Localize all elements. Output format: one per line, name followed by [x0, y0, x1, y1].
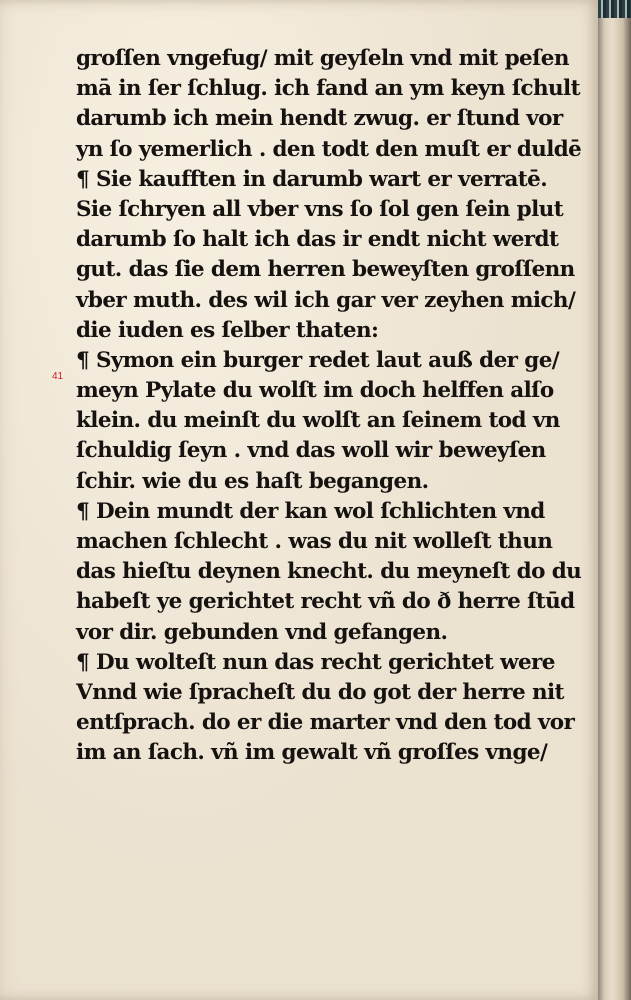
text-line: entſprach. do er die marter vnd den tod vor: [76, 710, 575, 736]
text-line: groſſen vngefug/ mit geyſeln vnd mit peſen: [76, 46, 569, 71]
text-line: darumb ich mein hendt zwug. er ſtund vor: [76, 106, 563, 132]
binding-edge: [598, 0, 631, 18]
text-line: vor dir. gebunden vnd gefangen.: [76, 619, 448, 645]
margin-note: 41: [52, 371, 64, 382]
text-line: Vnnd wie ſpracheſt du do got der herre nit: [76, 679, 564, 705]
text-line: ¶ Symon ein burger redet laut auß der ge/: [76, 347, 560, 373]
text-line: meyn Pylate du wolſt im doch helffen alſo: [76, 378, 554, 404]
text-line: yn ſo yemerlich . den todt den muſt er duldē: [76, 136, 582, 162]
text-line: Sie ſchryen all vber vns ſo ſol gen ſein plut: [76, 196, 564, 222]
text-line: machen ſchlecht . was du nit wolleſt thun: [76, 529, 553, 554]
text-line: ſchir. wie du es haſt begangen.: [76, 468, 429, 494]
text-line: ¶ Dein mundt der kan wol ſchlichten vnd: [76, 498, 545, 524]
text-line: vber muth. des wil ich gar ver zeyhen mich/: [76, 287, 576, 313]
text-line: ſchuldig ſeyn . vnd das woll wir beweyſen: [76, 438, 546, 464]
text-line: klein. du meinſt du wolſt an ſeinem tod vn: [76, 408, 560, 434]
text-line: ¶ Sie kaufften in darumb wart er verratē.: [76, 166, 548, 192]
text-line: mā in ſer ſchlug. ich fand an ym keyn ſchult: [76, 76, 580, 102]
text-line: darumb ſo halt ich das ir endt nicht werdt: [76, 227, 559, 253]
text-block: [76, 44, 582, 769]
text-line: ¶ Du wolteſt nun das recht gerichtet were: [76, 649, 555, 675]
text-line: im an ſach. vñ im gewalt vñ groſſes vnge/: [76, 740, 548, 766]
text-line: das hieſtu deynen knecht. du meyneſt do du: [76, 559, 582, 585]
text-line: die iuden es ſelber thaten:: [76, 317, 379, 343]
text-line: habeſt ye gerichtet recht vñ do ð herre ſtūd: [76, 589, 575, 615]
page-fold-edge: [598, 0, 631, 1000]
text-line: gut. das ſie dem herren beweyſten groſſenn: [76, 257, 575, 283]
